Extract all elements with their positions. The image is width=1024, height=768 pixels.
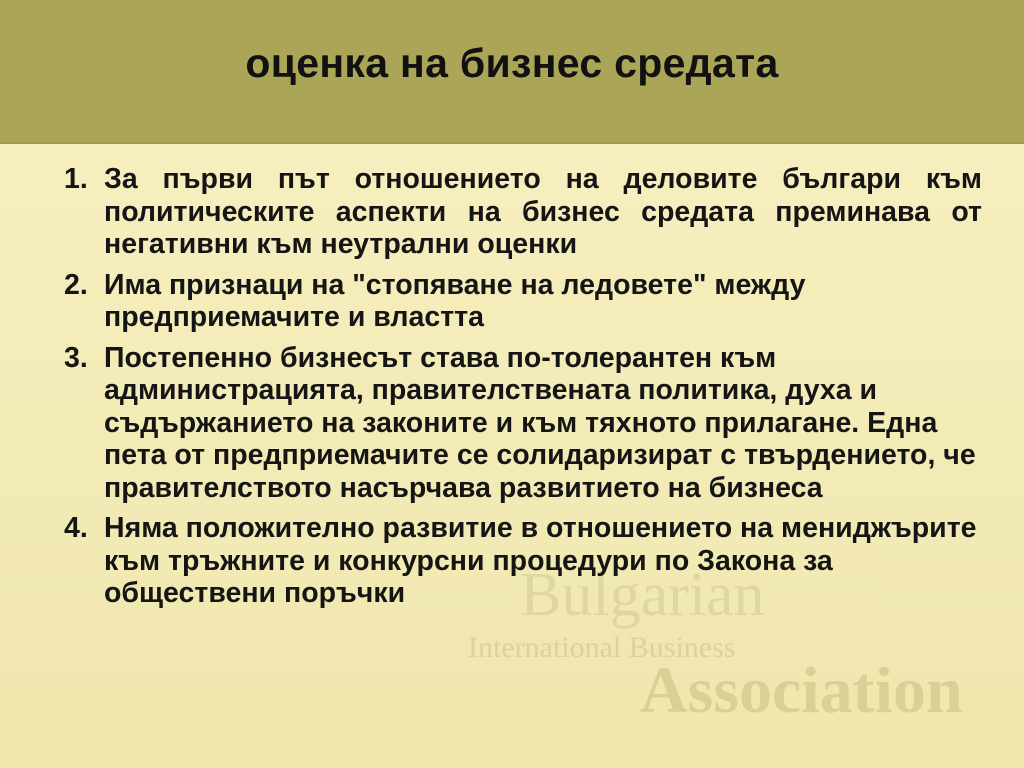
bullet-list	[64, 163, 982, 618]
watermark-line-1: Bulgarian	[520, 561, 765, 629]
list-item-text: Има признаци на "стопяване на ледовете" между предприемачите и властта	[104, 268, 806, 333]
list-item-number: 3.	[64, 341, 88, 374]
list-item-text: Няма положително развитие в отношението на мениджърите към тръжните и конкурсни процедури по Закона за обществени поръчки	[104, 512, 977, 609]
list-item-number: 2.	[64, 268, 88, 301]
title-band	[0, 0, 1024, 144]
list-item-3	[64, 342, 982, 505]
list-item-1	[64, 163, 982, 261]
list-item-4	[64, 512, 982, 610]
watermark-line-2: International Business	[468, 631, 736, 664]
list-item-text: За първи път отношението на деловите българи към политическите аспекти на бизнес средата преминава от негативни към неутрални оценки	[104, 163, 982, 260]
watermark-line-3: Association	[640, 654, 963, 727]
list-item-number: 1.	[64, 163, 88, 195]
list-item-number: 4.	[64, 512, 88, 544]
list-item-text: Постепенно бизнесът става по-толерантен към администрацията, правителствената политика, духа и съдържанието на законите и към тяхното прилагане. Една пета от предприемачите се солидаризират с твърдението, че правителството насърчава развитието на бизнеса	[104, 341, 976, 504]
slide-title: оценка на бизнес средата	[245, 40, 779, 86]
list-item-2	[64, 269, 982, 334]
